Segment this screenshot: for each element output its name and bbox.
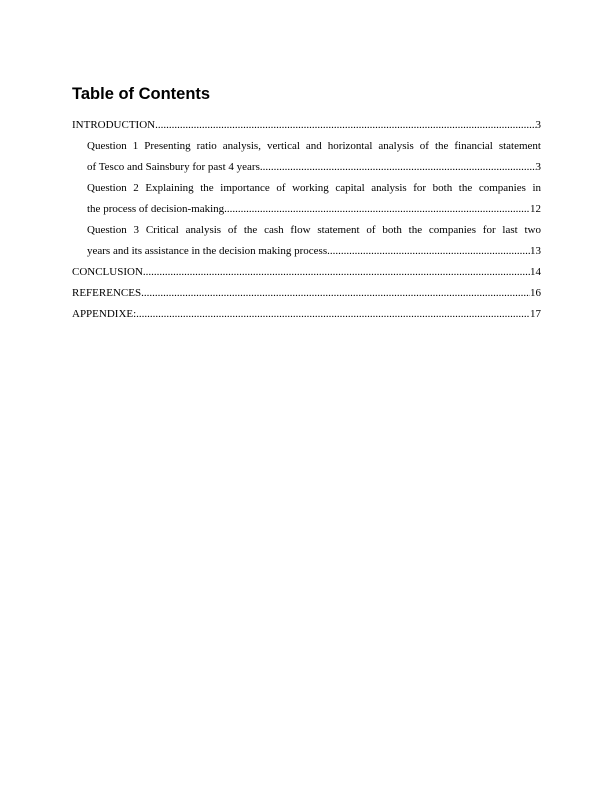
toc-page-number: 3 [535, 119, 541, 131]
toc-entry-text: REFERENCES [72, 287, 142, 299]
toc-entry-question-2[interactable] [72, 178, 541, 220]
toc-page-number: 17 [530, 308, 541, 320]
toc-entry-question-3[interactable] [72, 220, 541, 262]
toc-entry-text: Question 1 Presenting ratio analysis, vertical and horizontal analysis of the financial statement [87, 140, 541, 152]
toc-entry-text: years and its assistance in the decision making process [87, 245, 328, 257]
toc-page-number: 13 [530, 245, 541, 257]
toc-entry-text: APPENDIXE: [72, 308, 137, 320]
toc-entry-text: Question 2 Explaining the importance of working capital analysis for both the companies in [87, 182, 541, 194]
toc-page-number: 12 [530, 203, 541, 215]
toc-title: Table of Contents [72, 85, 211, 103]
toc-leader-dots [327, 241, 530, 262]
toc-leader-dots [143, 262, 530, 283]
toc-page-number: 14 [530, 266, 541, 278]
toc-leader-dots [155, 115, 535, 136]
toc-leader-dots [136, 304, 530, 325]
toc-entry-text: Question 3 Critical analysis of the cash flow statement of both the companies for last two [87, 224, 541, 236]
toc-entry-introduction[interactable] [72, 115, 541, 136]
toc-list [72, 115, 541, 325]
toc-entry-question-1[interactable] [72, 136, 541, 178]
toc-page-number: 16 [530, 287, 541, 299]
toc-entry-references[interactable] [72, 283, 541, 304]
toc-entry-text: the process of decision-making [87, 203, 225, 215]
toc-entry-conclusion[interactable] [72, 262, 541, 283]
toc-entry-appendixe[interactable] [72, 304, 541, 325]
toc-leader-dots [141, 283, 530, 304]
toc-page-number: 3 [535, 161, 541, 173]
toc-leader-dots [260, 157, 536, 178]
toc-entry-text: INTRODUCTION [72, 119, 156, 131]
toc-entry-text: of Tesco and Sainsbury for past 4 years [87, 161, 260, 173]
toc-leader-dots [224, 199, 530, 220]
toc-entry-text: CONCLUSION [72, 266, 143, 278]
